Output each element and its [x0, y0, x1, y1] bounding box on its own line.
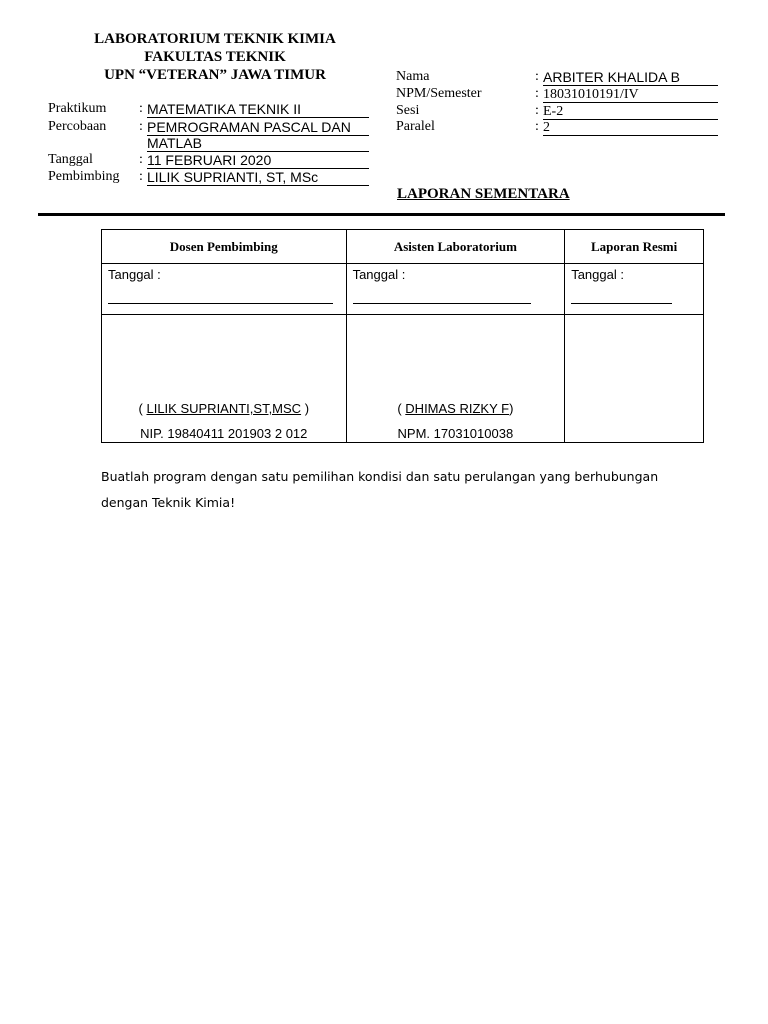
dosen-tanggal-label: Tanggal : — [108, 267, 161, 282]
asisten-tanggal-cell — [346, 264, 565, 315]
sesi-colon: : — [535, 103, 539, 118]
resmi-tanggal-cell — [565, 264, 704, 315]
institution-faculty: FAKULTAS TEKNIK — [144, 49, 286, 65]
paralel-colon: : — [535, 119, 539, 134]
dosen-nip: NIP. 19840411 201903 2 012 — [140, 426, 308, 441]
asisten-tanggal-line — [353, 303, 531, 304]
percobaan-label: Percobaan — [48, 119, 107, 134]
percobaan-colon: : — [139, 119, 143, 134]
institution-lab-name: LABORATORIUM TEKNIK KIMIA — [94, 31, 336, 47]
sesi-label: Sesi — [396, 103, 420, 118]
resmi-signature-cell — [565, 315, 704, 443]
npm-label: NPM/Semester — [396, 86, 482, 101]
instruction-line2: dengan Teknik Kimia! — [101, 495, 236, 510]
tanggal-row — [102, 264, 704, 315]
nama-label: Nama — [396, 69, 430, 84]
table-header-row — [102, 230, 704, 264]
tanggal-label: Tanggal — [48, 152, 93, 167]
nama-value: ARBITER KHALIDA B — [543, 70, 718, 86]
dosen-signature-cell — [102, 315, 347, 443]
paralel-label: Paralel — [396, 119, 435, 134]
signature-row — [102, 315, 704, 443]
tanggal-colon: : — [139, 152, 143, 167]
praktikum-colon: : — [139, 101, 143, 116]
asisten-signature-cell — [346, 315, 565, 443]
header-asisten-laboratorium: Asisten Laboratorium — [346, 230, 565, 264]
header-laporan-resmi: Laporan Resmi — [565, 230, 704, 264]
praktikum-label: Praktikum — [48, 101, 107, 116]
sesi-value: E-2 — [543, 104, 718, 120]
asisten-signature-name: ( DHIMAS RIZKY F) — [397, 401, 514, 416]
percobaan-value-line2: MATLAB — [147, 136, 369, 152]
asisten-npm: NPM. 17031010038 — [397, 426, 514, 441]
percobaan-value-line1: PEMROGRAMAN PASCAL DAN — [147, 120, 369, 136]
asisten-tanggal-label: Tanggal : — [352, 267, 406, 282]
approval-table — [101, 229, 704, 443]
praktikum-value: MATEMATIKA TEKNIK II — [147, 102, 369, 118]
pembimbing-label: Pembimbing — [48, 169, 120, 184]
tanggal-value: 11 FEBRUARI 2020 — [147, 153, 369, 169]
dosen-tanggal-cell — [102, 264, 347, 315]
pembimbing-colon: : — [139, 169, 143, 184]
paralel-value: 2 — [543, 120, 718, 136]
npm-value: 18031010191/IV — [543, 87, 718, 103]
institution-university: UPN “VETERAN” JAWA TIMUR — [104, 67, 326, 83]
npm-colon: : — [535, 86, 539, 101]
nama-colon: : — [535, 69, 539, 84]
dosen-tanggal-line — [108, 303, 333, 304]
pembimbing-value: LILIK SUPRIANTI, ST, MSc — [147, 170, 369, 186]
dosen-signature-name: ( LILIK SUPRIANTI,ST,MSC ) — [138, 401, 310, 416]
report-title: LAPORAN SEMENTARA — [397, 186, 570, 202]
resmi-tanggal-line — [571, 303, 672, 304]
header-dosen-pembimbing: Dosen Pembimbing — [102, 230, 347, 264]
header-divider — [38, 213, 725, 216]
resmi-tanggal-label: Tanggal : — [571, 267, 624, 282]
instruction-line1: Buatlah program dengan satu pemilihan kondisi dan satu perulangan yang berhubungan — [101, 469, 659, 484]
